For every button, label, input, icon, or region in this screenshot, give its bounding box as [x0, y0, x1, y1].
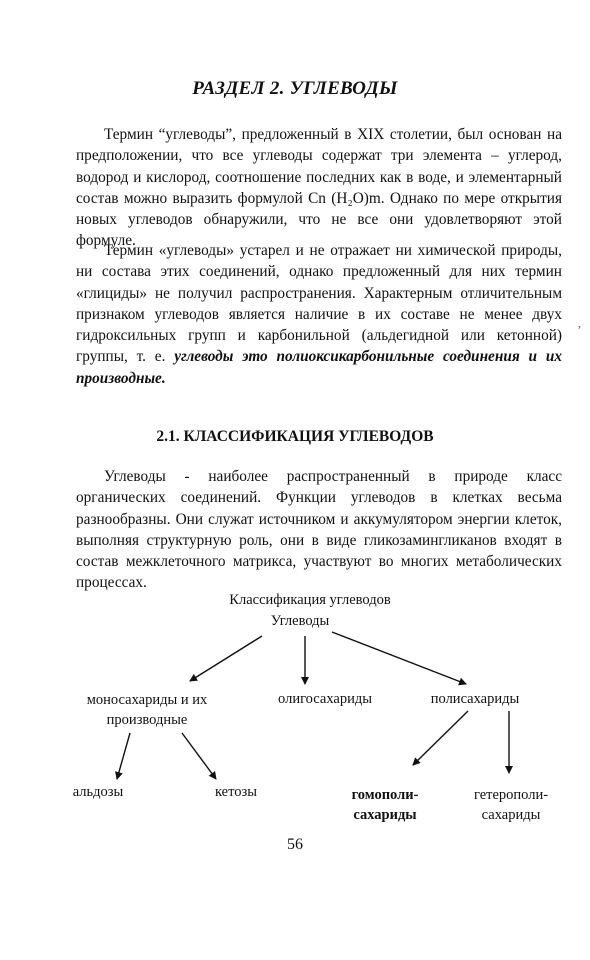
node-polysaccharides: полисахариды: [430, 691, 520, 707]
margin-mark: ,: [578, 316, 581, 330]
node-oligosaccharides: олигосахариды: [278, 691, 372, 707]
arrow-root-to-poly: [332, 632, 466, 684]
diagram-root: Углеводы: [270, 613, 330, 629]
node-heteropolysaccharides: гетерополи-сахариды: [473, 787, 549, 823]
definition-emphasis: углеводы это полиоксикарбонильные соединения и их производные.: [76, 348, 562, 387]
page-number: 56: [287, 836, 303, 853]
paragraph-definition-text: Термин «углеводы» устарел и не отражает ни химической природы, ни состава этих соединений, однако предложенный для них термин «глициды» не получил распространения. Характерным отличительным признаком углеводов является наличие в их составе не менее двух гидроксильных групп и карбонильной (альдегидной или кетонной) группы, т. е.: [76, 242, 562, 366]
node-homopolysaccharides: гомополи-сахариды: [351, 787, 419, 823]
node-monosaccharides: моносахариды и их производные: [86, 692, 208, 728]
arrow-root-to-mono: [190, 636, 262, 681]
subsection-title: 2.1. КЛАССИФИКАЦИЯ УГЛЕВОДОВ: [156, 428, 434, 445]
paragraph-intro-text: Термин “углеводы”, предложенный в XIX столетии, был основан на предположении, что все углеводы содержат три элемента – углерод, водород и кислород, соотношение последних как в воде, и элементарный состав можно выразить формулой Cn (H₂O)m. Однако по мере открытия новых углеводов обнаружили, что не все они удовлетворяют этой формуле.: [76, 126, 562, 250]
node-aldoses: альдозы: [72, 784, 124, 800]
section-title: РАЗДЕЛ 2. УГЛЕВОДЫ: [192, 78, 398, 99]
arrow-mono-to-aldoses: [117, 733, 130, 779]
paragraph-classification-text: Углеводы - наиболее распространенный в природе класс органических соединений. Функции углеводов в клетках весьма разнообразны. Они служат источником и аккумулятором энергии клеток, выполняя структурную роль, они в виде гликозамингликанов входят в состав межклеточного матрикса, участвуют во многих метаболических процессах.: [76, 468, 562, 592]
arrow-poly-to-homo: [413, 711, 468, 765]
node-ketoses: кетозы: [215, 784, 257, 800]
diagram-title: Классификация углеводов: [229, 592, 391, 608]
arrow-mono-to-ketoses: [182, 733, 216, 779]
